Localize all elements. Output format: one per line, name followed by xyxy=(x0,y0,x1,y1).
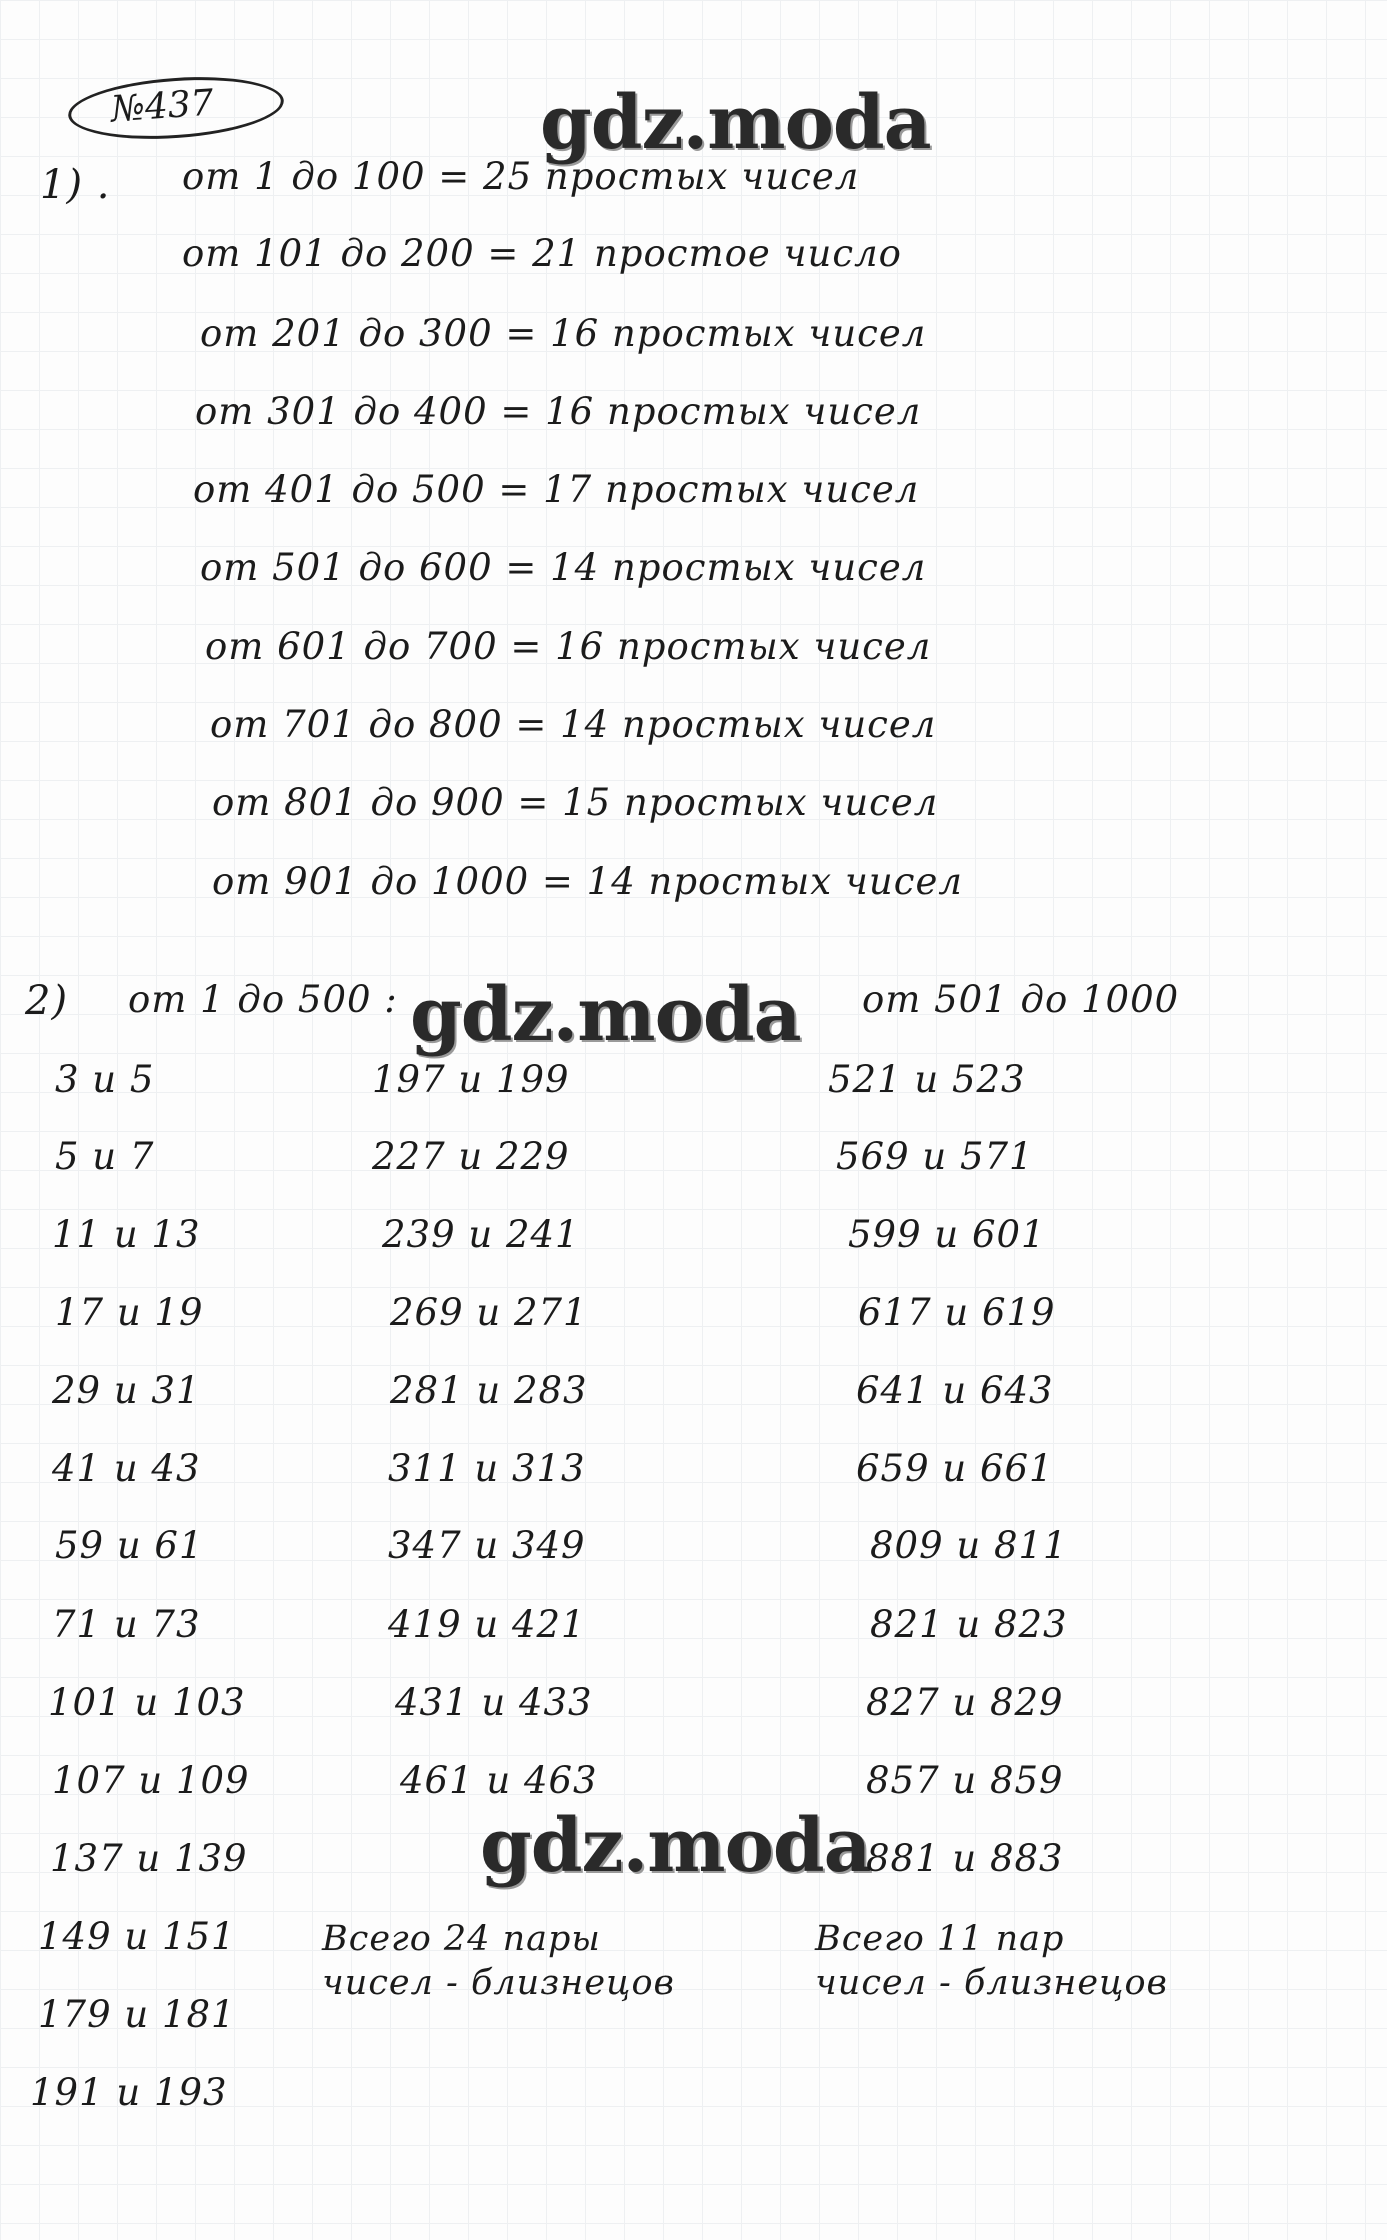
twin-pair: 269 и 271 xyxy=(390,1291,588,1334)
part1-label: 1) . xyxy=(40,162,111,208)
twin-pair: 227 и 229 xyxy=(372,1135,570,1178)
twin-pair: 659 и 661 xyxy=(856,1447,1054,1490)
twin-pair: 11 и 13 xyxy=(52,1213,201,1256)
twin-pair: 569 и 571 xyxy=(836,1135,1034,1178)
twin-pair: 827 и 829 xyxy=(866,1681,1064,1724)
twin-pair: 137 и 139 xyxy=(50,1837,248,1880)
part1-line: от 301 до 400 = 16 простых чисел xyxy=(195,390,922,433)
problem-number: №437 xyxy=(109,82,215,131)
total-right: Всего 11 пар чисел - близнецов xyxy=(815,1919,1168,2003)
twin-pair: 59 и 61 xyxy=(55,1524,204,1567)
total-left: Всего 24 пары чисел - близнецов xyxy=(322,1919,675,2003)
twin-pair: 599 и 601 xyxy=(848,1213,1046,1256)
twin-pair: 881 и 883 xyxy=(866,1837,1064,1880)
part1-line: от 401 до 500 = 17 простых чисел xyxy=(193,468,920,511)
part1-line: от 901 до 1000 = 14 простых чисел xyxy=(212,860,963,903)
part1-line: от 101 до 200 = 21 простое число xyxy=(182,232,902,275)
part1-line: от 701 до 800 = 14 простых чисел xyxy=(210,703,937,746)
twin-pair: 617 и 619 xyxy=(858,1291,1056,1334)
twin-pair: 641 и 643 xyxy=(856,1369,1054,1412)
twin-pair: 17 и 19 xyxy=(55,1291,204,1334)
part2-header-left: от 1 до 500 : xyxy=(128,978,398,1021)
twin-pair: 809 и 811 xyxy=(870,1524,1068,1567)
part1-line: от 201 до 300 = 16 простых чисел xyxy=(200,312,927,355)
twin-pair: 197 и 199 xyxy=(372,1058,570,1101)
twin-pair: 179 и 181 xyxy=(38,1993,236,2036)
part2-header-right: от 501 до 1000 xyxy=(862,978,1180,1021)
twin-pair: 431 и 433 xyxy=(395,1681,593,1724)
part2-label: 2) xyxy=(25,978,69,1024)
problem-number-oval xyxy=(66,71,286,146)
part1-line: от 1 до 100 = 25 простых чисел xyxy=(182,155,860,198)
twin-pair: 239 и 241 xyxy=(382,1213,580,1256)
twin-pair: 71 и 73 xyxy=(52,1603,201,1646)
twin-pair: 191 и 193 xyxy=(30,2071,228,2114)
part1-line: от 501 до 600 = 14 простых чисел xyxy=(200,546,927,589)
twin-pair: 149 и 151 xyxy=(38,1915,236,1958)
twin-pair: 29 и 31 xyxy=(52,1369,201,1412)
part1-line: от 601 до 700 = 16 простых чисел xyxy=(205,625,932,668)
twin-pair: 41 и 43 xyxy=(52,1447,201,1490)
part1-line: от 801 до 900 = 15 простых чисел xyxy=(212,781,939,824)
twin-pair: 281 и 283 xyxy=(390,1369,588,1412)
twin-pair: 311 и 313 xyxy=(388,1447,586,1490)
watermark-top: gdz.moda xyxy=(540,80,931,166)
twin-pair: 347 и 349 xyxy=(388,1524,586,1567)
twin-pair: 419 и 421 xyxy=(388,1603,586,1646)
twin-pair: 101 и 103 xyxy=(48,1681,246,1724)
twin-pair: 107 и 109 xyxy=(52,1759,250,1802)
twin-pair: 461 и 463 xyxy=(400,1759,598,1802)
watermark-bottom: gdz.moda xyxy=(480,1803,871,1889)
twin-pair: 521 и 523 xyxy=(828,1058,1026,1101)
watermark-middle: gdz.moda xyxy=(410,972,801,1058)
twin-pair: 821 и 823 xyxy=(870,1603,1068,1646)
twin-pair: 857 и 859 xyxy=(866,1759,1064,1802)
twin-pair: 3 и 5 xyxy=(55,1058,155,1101)
twin-pair: 5 и 7 xyxy=(55,1135,155,1178)
